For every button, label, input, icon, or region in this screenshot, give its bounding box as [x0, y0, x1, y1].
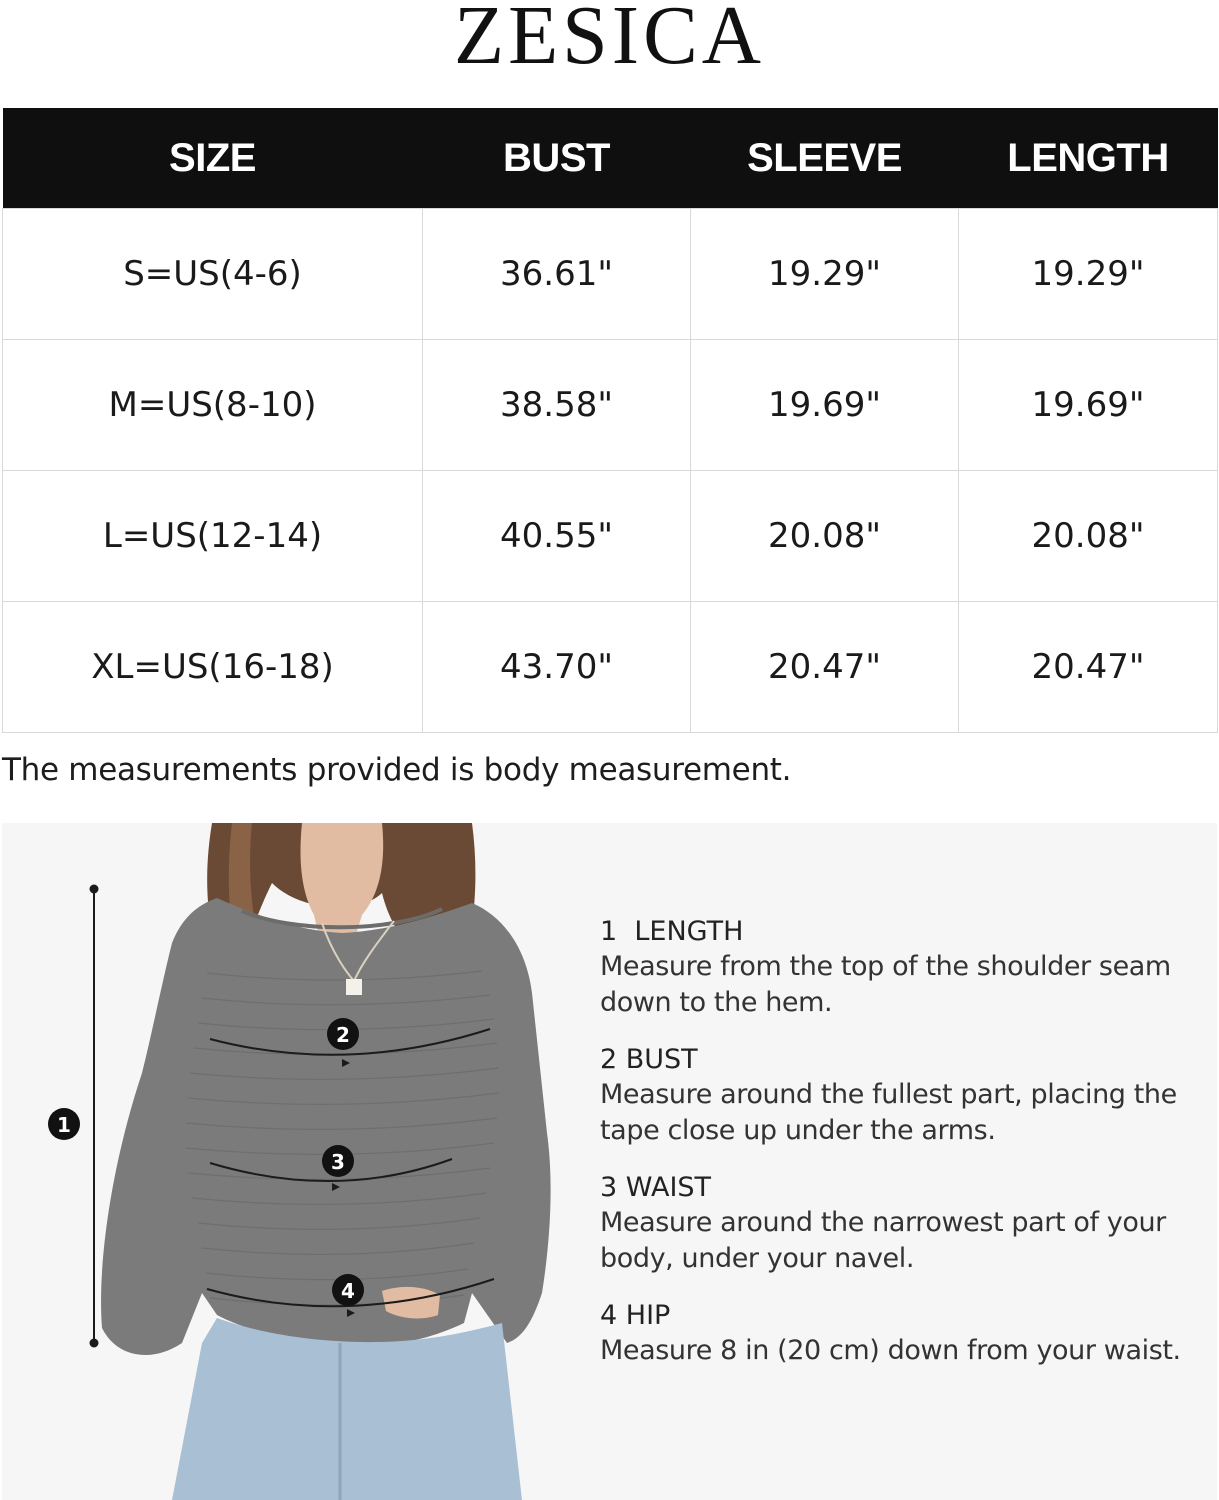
- table-row: [3, 340, 1218, 471]
- instruction-heading: 4 HIP: [600, 1300, 671, 1331]
- instruction-waist: [600, 1171, 1210, 1277]
- size-cell: S=US(4-6): [3, 209, 423, 340]
- instruction-length: [600, 915, 1210, 1021]
- instruction-hip: [600, 1299, 1210, 1369]
- length-cell: 20.47": [959, 602, 1218, 733]
- brand-logo: ZESICA: [454, 0, 765, 82]
- bust-cell: 40.55": [423, 471, 691, 602]
- header-sleeve: SLEEVE: [691, 108, 959, 209]
- header-length: LENGTH: [959, 108, 1218, 209]
- marker-1: [48, 1108, 80, 1140]
- instruction-bust: [600, 1043, 1210, 1149]
- model-figure: [2, 823, 582, 1500]
- jeans-shape: [172, 1318, 522, 1500]
- measurement-guide: [2, 823, 1217, 1500]
- instruction-text: Measure around the fullest part, placing the tape close up under the arms.: [600, 1079, 1177, 1146]
- sleeve-cell: 20.47": [691, 602, 959, 733]
- instruction-text: Measure around the narrowest part of your body, under your navel.: [600, 1207, 1166, 1274]
- marker-4: [332, 1274, 364, 1306]
- bust-cell: 36.61": [423, 209, 691, 340]
- bust-cell: 43.70": [423, 602, 691, 733]
- size-cell: XL=US(16-18): [3, 602, 423, 733]
- measurement-note: The measurements provided is body measurement.: [2, 752, 792, 788]
- table-row: [3, 471, 1218, 602]
- instruction-heading: 1 LENGTH: [600, 916, 744, 947]
- sweater-shape: [101, 898, 551, 1355]
- svg-text:1: 1: [57, 1113, 71, 1137]
- marker-2: [327, 1018, 359, 1050]
- size-cell: M=US(8-10): [3, 340, 423, 471]
- svg-text:2: 2: [336, 1023, 350, 1047]
- svg-text:3: 3: [331, 1150, 345, 1174]
- header-bust: BUST: [423, 108, 691, 209]
- instruction-text: Measure from the top of the shoulder seam down to the hem.: [600, 951, 1171, 1018]
- svg-text:4: 4: [341, 1279, 355, 1303]
- instruction-heading: 3 WAIST: [600, 1172, 712, 1203]
- instruction-text: Measure 8 in (20 cm) down from your waist.: [600, 1335, 1181, 1366]
- length-cell: 20.08": [959, 471, 1218, 602]
- instruction-heading: 2 BUST: [600, 1044, 698, 1075]
- table-row: [3, 602, 1218, 733]
- length-cell: 19.69": [959, 340, 1218, 471]
- sleeve-cell: 19.29": [691, 209, 959, 340]
- bust-cell: 38.58": [423, 340, 691, 471]
- length-cell: 19.29": [959, 209, 1218, 340]
- size-chart-table: [2, 108, 1218, 733]
- marker-3: [322, 1145, 354, 1177]
- size-cell: L=US(12-14): [3, 471, 423, 602]
- header-size: SIZE: [3, 108, 423, 209]
- table-row: [3, 209, 1218, 340]
- sleeve-cell: 19.69": [691, 340, 959, 471]
- table-header-row: [3, 108, 1218, 209]
- sleeve-cell: 20.08": [691, 471, 959, 602]
- measurement-instructions: [600, 915, 1210, 1391]
